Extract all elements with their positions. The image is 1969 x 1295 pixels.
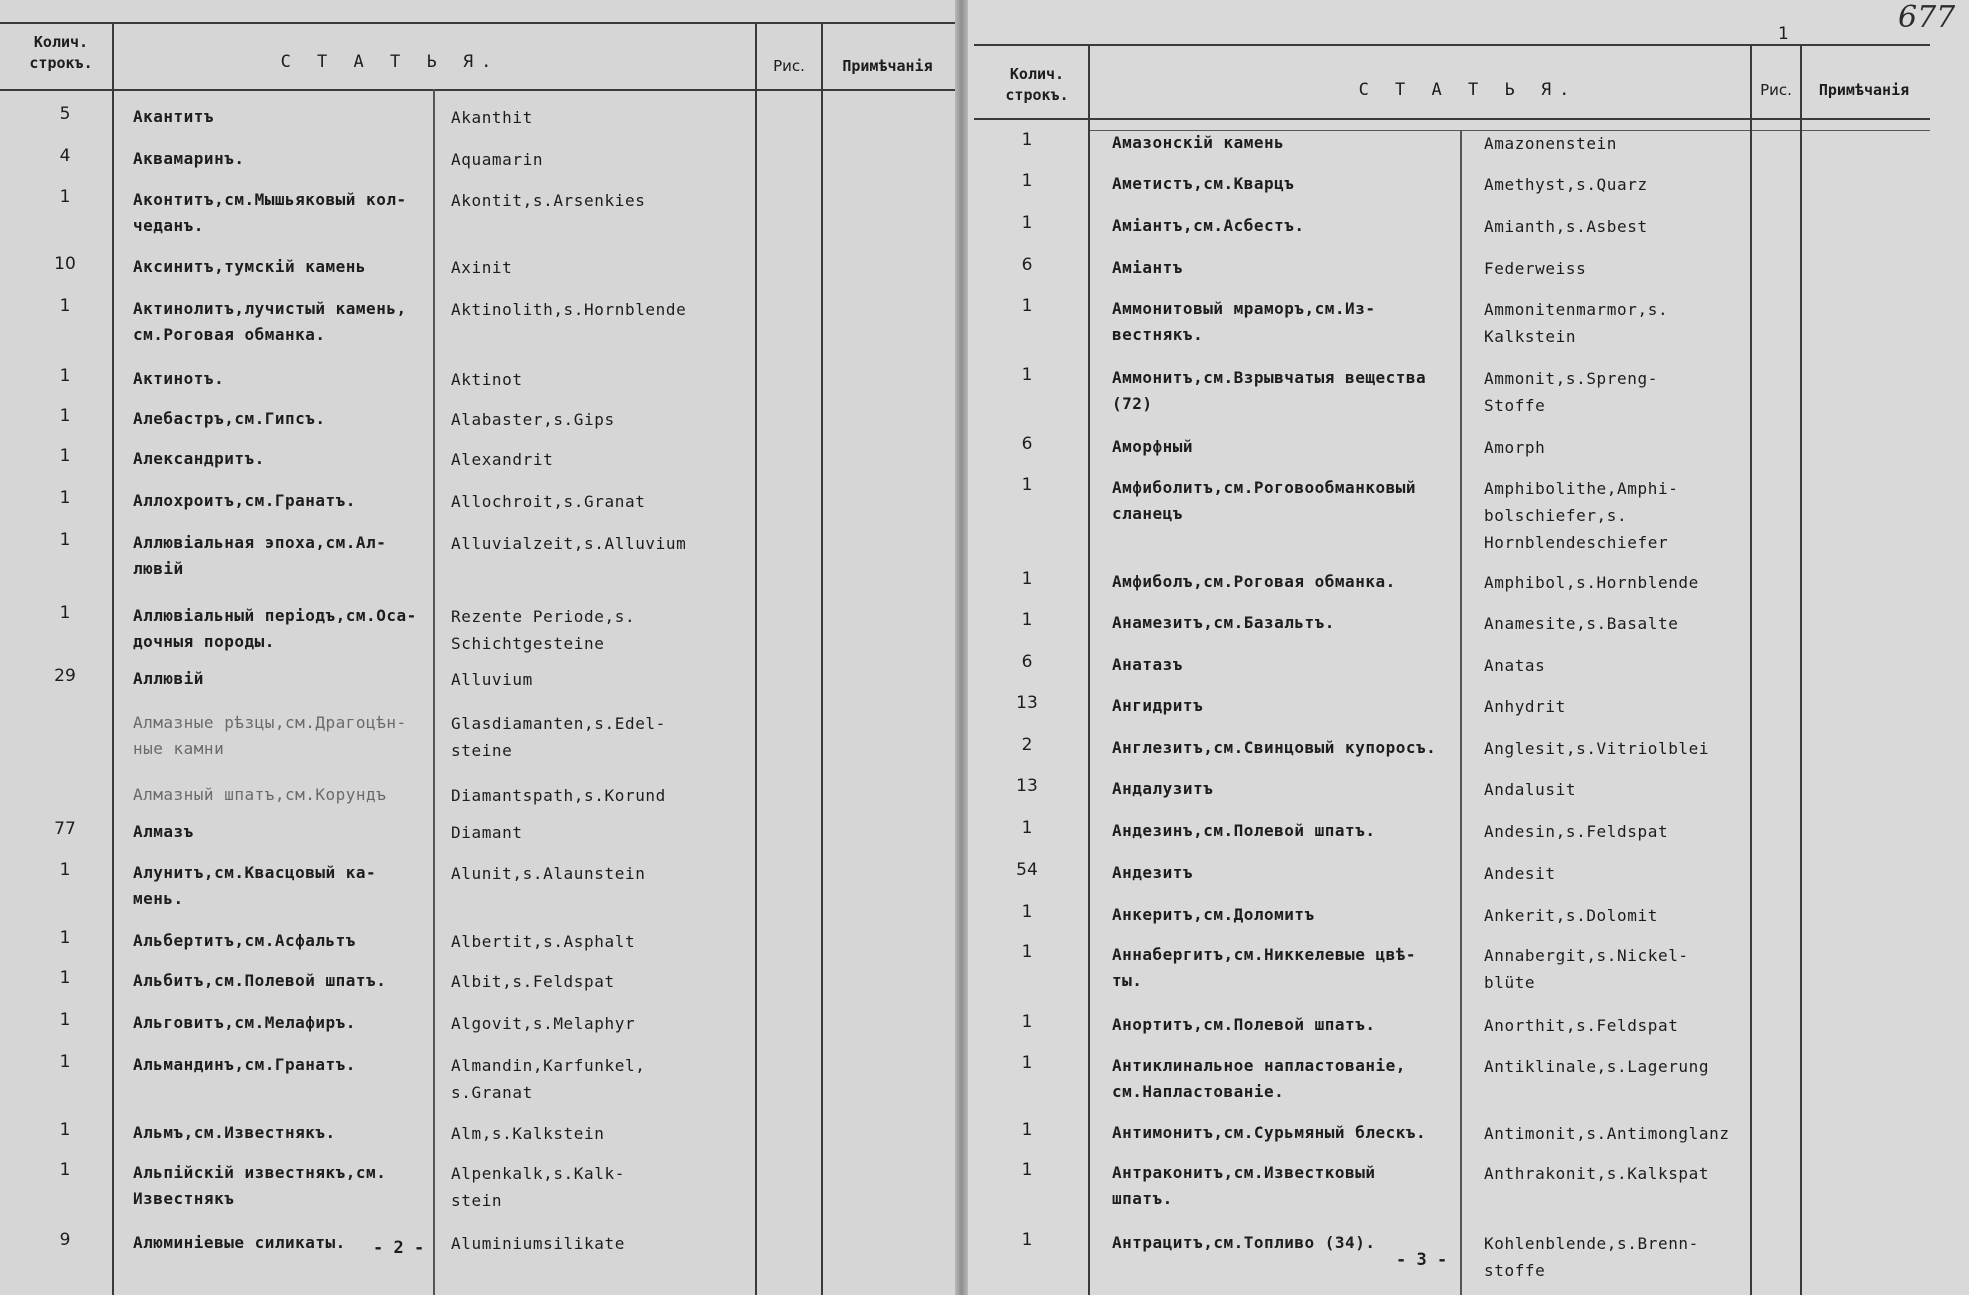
german-term: Anhydrit xyxy=(1484,697,1566,716)
left-page-number: - 2 - xyxy=(373,1238,425,1258)
german-term: Alluvium xyxy=(451,670,533,689)
russian-term: Аннабергитъ,см.Никкелевые цвѣ- ты. xyxy=(1112,945,1416,990)
german-term: Aquamarin xyxy=(451,150,544,169)
line-count: 10 xyxy=(54,254,76,274)
russian-term: Аммонитовый мраморъ,см.Из- вестнякъ. xyxy=(1112,299,1376,344)
russian-term: Анортитъ,см.Полевой шпатъ. xyxy=(1112,1015,1376,1034)
german-term: Anatas xyxy=(1484,656,1546,675)
article-header: С Т А Т Ь Я. xyxy=(280,52,500,72)
russian-term: Алмазные рѣзцы,см.Драгоцѣн- ные камни xyxy=(133,713,407,758)
line-count: 1 xyxy=(1021,942,1033,962)
russian-term: Андалузитъ xyxy=(1112,779,1214,798)
german-term: Amethyst,s.Quarz xyxy=(1484,175,1648,194)
russian-term: Анамезитъ,см.Базальтъ. xyxy=(1112,613,1335,632)
russian-term: Антраконитъ,см.Известковый шпатъ. xyxy=(1112,1163,1376,1208)
line-count: 1 xyxy=(1021,213,1033,233)
german-term: Alluvialzeit,s.Alluvium xyxy=(451,534,687,553)
german-term: Amphibolithe,Amphi- bolschiefer,s. Hornblendeschiefer xyxy=(1484,479,1679,552)
line-count: 1 xyxy=(1021,171,1033,191)
german-term: Albertit,s.Asphalt xyxy=(451,932,636,951)
line-count: 6 xyxy=(1021,255,1033,275)
german-term: Ammonit,s.Spreng- Stoffe xyxy=(1484,369,1658,415)
line-count: 9 xyxy=(59,1230,71,1250)
fig-header: Рис. xyxy=(773,57,805,75)
german-term: Federweiss xyxy=(1484,259,1587,278)
german-term: Annabergit,s.Nickel- blüte xyxy=(1484,946,1689,992)
russian-term: Англезитъ,см.Свинцовый купоросъ. xyxy=(1112,738,1437,757)
line-count: 5 xyxy=(59,104,71,124)
line-count: 54 xyxy=(1016,860,1038,880)
line-count: 1 xyxy=(1021,130,1033,150)
line-count: 1 xyxy=(59,603,71,623)
russian-term: Анатазъ xyxy=(1112,655,1183,674)
line-count: 1 xyxy=(1021,610,1033,630)
russian-term: Антимонитъ,см.Сурьмяный блескъ. xyxy=(1112,1123,1427,1142)
russian-term: Анкеритъ,см.Доломитъ xyxy=(1112,905,1315,924)
line-count: 1 xyxy=(1021,569,1033,589)
russian-term: Амфиболъ,см.Роговая обманка. xyxy=(1112,572,1396,591)
line-count: 1 xyxy=(59,187,71,207)
line-count: 1 xyxy=(59,488,71,508)
german-term: Ankerit,s.Dolomit xyxy=(1484,906,1658,925)
german-term: Alexandrit xyxy=(451,450,554,469)
line-count: 1 xyxy=(1021,818,1033,838)
russian-term: Аллювіальная эпоха,см.Ал- лювій xyxy=(133,533,387,578)
german-term: Aktinolith,s.Hornblende xyxy=(451,300,687,319)
line-count: 1 xyxy=(1021,1053,1033,1073)
german-term: Albit,s.Feldspat xyxy=(451,972,615,991)
left-page xyxy=(0,0,955,1295)
russian-term: Альмъ,см.Известнякъ. xyxy=(133,1123,336,1142)
line-count: 1 xyxy=(59,530,71,550)
line-count: 1 xyxy=(1021,365,1033,385)
line-count: 1 xyxy=(1021,902,1033,922)
line-count: 13 xyxy=(1016,776,1038,796)
line-count: 1 xyxy=(1021,475,1033,495)
russian-term: Аквамаринъ. xyxy=(133,149,245,168)
russian-term: Амфиболитъ,см.Роговообманковый сланецъ xyxy=(1112,478,1416,523)
line-count: 29 xyxy=(54,666,76,686)
right-page xyxy=(968,0,1969,1295)
russian-term: Альговитъ,см.Мелафиръ. xyxy=(133,1013,356,1032)
fig-header: Рис. xyxy=(1760,81,1792,99)
german-term: Andalusit xyxy=(1484,780,1577,799)
german-term: Anthrakonit,s.Kalkspat xyxy=(1484,1164,1710,1183)
line-count: 1 xyxy=(1021,1230,1033,1250)
russian-term: Альпійскій известнякъ,см. Известнякъ xyxy=(133,1163,387,1208)
german-term: Diamant xyxy=(451,823,523,842)
german-term: Amazonenstein xyxy=(1484,134,1618,153)
line-count: 1 xyxy=(59,1160,71,1180)
left-entries-table xyxy=(0,0,955,1295)
russian-term: Андезинъ,см.Полевой шпатъ. xyxy=(1112,821,1376,840)
russian-term: Алебастръ,см.Гипсъ. xyxy=(133,409,326,428)
handwritten-archive-number: 677 xyxy=(1898,0,1956,35)
german-term: Aluminiumsilikate xyxy=(451,1234,625,1253)
german-term: Almandin,Karfunkel, s.Granat xyxy=(451,1056,646,1102)
russian-term: Аміантъ,см.Асбестъ. xyxy=(1112,216,1305,235)
count-header: Колич. строкъ. xyxy=(1005,65,1069,104)
line-count: 1 xyxy=(59,1010,71,1030)
russian-term: Альмандинъ,см.Гранатъ. xyxy=(133,1055,356,1074)
russian-term: Антрацитъ,см.Топливо (34). xyxy=(1112,1233,1376,1252)
german-term: Akontit,s.Arsenkies xyxy=(451,191,646,210)
german-term: Amphibol,s.Hornblende xyxy=(1484,573,1699,592)
russian-term: Алюминіевые силикаты. xyxy=(133,1233,346,1252)
german-term: Alpenkalk,s.Kalk- stein xyxy=(451,1164,625,1210)
russian-term: Актинолитъ,лучистый камень, см.Роговая обманка. xyxy=(133,299,407,344)
german-term: Glasdiamanten,s.Edel- steine xyxy=(451,714,666,760)
russian-term: Аммонитъ,см.Взрывчатыя вещества (72) xyxy=(1112,368,1427,413)
german-term: Andesin,s.Feldspat xyxy=(1484,822,1669,841)
line-count: 1 xyxy=(59,1052,71,1072)
notes-header: Примѣчанія xyxy=(842,57,933,75)
russian-term: Антиклинальное напластованіе, см.Напластованіе. xyxy=(1112,1056,1406,1101)
line-count: 1 xyxy=(1021,1120,1033,1140)
german-term: Amorph xyxy=(1484,438,1546,457)
line-count: 1 xyxy=(59,928,71,948)
german-term: Antimonit,s.Antimonglanz xyxy=(1484,1124,1730,1143)
german-term: Alunit,s.Alaunstein xyxy=(451,864,646,883)
russian-term: Аксинитъ,тумскій камень xyxy=(133,257,367,276)
german-term: Antiklinale,s.Lagerung xyxy=(1484,1057,1710,1076)
line-count: 1 xyxy=(59,446,71,466)
count-header: Колич. строкъ. xyxy=(29,33,93,72)
russian-term: Аллювіальный періодъ,см.Оса- дочныя породы. xyxy=(133,606,417,651)
russian-term: Аміантъ xyxy=(1112,258,1183,277)
line-count: 1 xyxy=(1021,1012,1033,1032)
german-term: Alm,s.Kalkstein xyxy=(451,1124,605,1143)
russian-term: Аморфный xyxy=(1112,437,1194,456)
line-count: 2 xyxy=(1021,735,1033,755)
line-count: 6 xyxy=(1021,434,1033,454)
german-term: Diamantspath,s.Korund xyxy=(451,786,666,805)
german-term: Ammonitenmarmor,s. Kalkstein xyxy=(1484,300,1669,346)
line-count: 4 xyxy=(59,146,71,166)
line-count: 1 xyxy=(1021,296,1033,316)
russian-term: Амазонскій камень xyxy=(1112,133,1285,152)
german-term: Akanthit xyxy=(451,108,533,127)
russian-term: Аметистъ,см.Кварцъ xyxy=(1112,174,1295,193)
german-term: Algovit,s.Melaphyr xyxy=(451,1014,636,1033)
line-count: 77 xyxy=(54,819,76,839)
german-term: Rezente Periode,s. Schichtgesteine xyxy=(451,607,636,653)
line-count: 1 xyxy=(59,366,71,386)
german-term: Amianth,s.Asbest xyxy=(1484,217,1648,236)
russian-term: Актинотъ. xyxy=(133,369,225,388)
russian-term: Аконтитъ,см.Мышьяковый кол- чеданъ. xyxy=(133,190,407,235)
line-count: 1 xyxy=(59,860,71,880)
russian-term: Андезитъ xyxy=(1112,863,1194,882)
german-term: Axinit xyxy=(451,258,513,277)
line-count: 13 xyxy=(1016,693,1038,713)
russian-term: Аллохроитъ,см.Гранатъ. xyxy=(133,491,356,510)
german-term: Aktinot xyxy=(451,370,523,389)
book-gutter xyxy=(955,0,968,1295)
article-header: С Т А Т Ь Я. xyxy=(1358,80,1578,100)
line-count: 1 xyxy=(59,968,71,988)
german-term: Anorthit,s.Feldspat xyxy=(1484,1016,1679,1035)
german-term: Kohlenblende,s.Brenn- stoffe xyxy=(1484,1234,1699,1280)
right-entries-table xyxy=(968,0,1969,1295)
russian-term: Алмазный шпатъ,см.Корундъ xyxy=(133,785,387,804)
russian-term: Альбитъ,см.Полевой шпатъ. xyxy=(133,971,387,990)
german-term: Alabaster,s.Gips xyxy=(451,410,615,429)
line-count: 6 xyxy=(1021,652,1033,672)
line-count: 1 xyxy=(59,1120,71,1140)
line-count: 1 xyxy=(1021,1160,1033,1180)
corner-number: 1 xyxy=(1778,24,1789,44)
russian-term: Ангидритъ xyxy=(1112,696,1204,715)
russian-term: Александритъ. xyxy=(133,449,265,468)
line-count: 1 xyxy=(59,296,71,316)
german-term: Anglesit,s.Vitriolblei xyxy=(1484,739,1710,758)
russian-term: Альбертитъ,см.Асфальтъ xyxy=(133,931,356,950)
german-term: Andesit xyxy=(1484,864,1556,883)
line-count: 1 xyxy=(59,406,71,426)
russian-term: Аллювій xyxy=(133,669,204,688)
russian-term: Алунитъ,см.Квасцовый ка- мень. xyxy=(133,863,377,908)
german-term: Allochroit,s.Granat xyxy=(451,492,646,511)
notes-header: Примѣчанія xyxy=(1818,81,1910,99)
russian-term: Акантитъ xyxy=(133,107,215,126)
russian-term: Алмазъ xyxy=(133,822,194,841)
german-term: Anamesite,s.Basalte xyxy=(1484,614,1679,633)
right-page-number: - 3 - xyxy=(1396,1250,1448,1270)
